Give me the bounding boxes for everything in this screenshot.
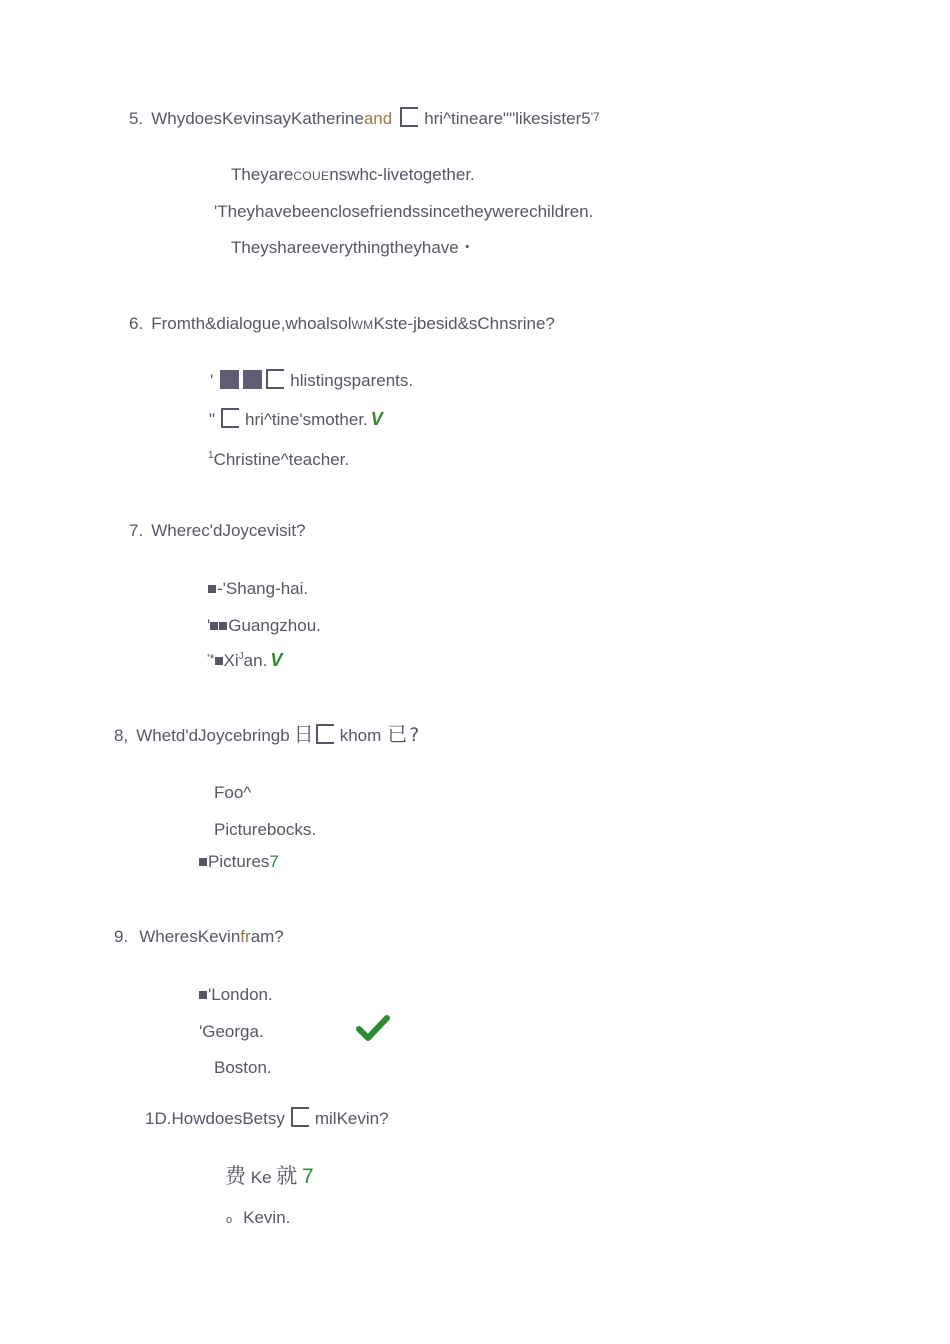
question-text: Whetd'dJoycebringb bbox=[136, 726, 290, 745]
question-5 bbox=[129, 106, 600, 130]
question-text-accent: fr bbox=[240, 927, 251, 946]
box-glyph bbox=[316, 724, 334, 744]
question-text: milKevin? bbox=[314, 1109, 389, 1128]
option-text: Christine^teacher. bbox=[213, 450, 350, 469]
option-text: Kevin. bbox=[243, 1208, 291, 1227]
option-text: J bbox=[238, 651, 244, 662]
question-number: 6. bbox=[129, 314, 144, 333]
check-mark: 7 bbox=[269, 852, 279, 871]
option-text: Boston. bbox=[214, 1058, 272, 1077]
bullet-glyph bbox=[208, 585, 216, 593]
option-text: an. bbox=[243, 651, 268, 670]
option-text: Ke bbox=[250, 1168, 272, 1187]
question-number: 7. bbox=[129, 521, 144, 540]
option-text-cjk: 就 bbox=[276, 1164, 298, 1188]
option-text: hri^tine'smother. bbox=[245, 410, 368, 429]
option-prefix: '* bbox=[207, 651, 215, 666]
question-text: Fromth&dialogue,whoalsol bbox=[151, 314, 352, 333]
q8-option-3[interactable] bbox=[199, 851, 279, 873]
option-prefix: ' bbox=[210, 371, 214, 390]
question-text: Wherec'dJoycevisit? bbox=[151, 521, 306, 540]
question-text: khom bbox=[339, 726, 382, 745]
option-text: COUE bbox=[293, 169, 330, 183]
box-glyph bbox=[221, 408, 239, 428]
q9-option-1[interactable] bbox=[199, 984, 273, 1006]
question-7 bbox=[129, 520, 306, 542]
option-text: nswhc-livetogether. bbox=[329, 165, 475, 184]
question-number: 9. bbox=[114, 927, 129, 946]
option-text-cjk: 费 bbox=[225, 1164, 246, 1188]
question-text: WM bbox=[351, 318, 374, 332]
question-text: WhydoesKevinsayKatherine bbox=[151, 109, 364, 128]
question-text: '7 bbox=[590, 110, 600, 124]
box-glyph bbox=[220, 370, 239, 389]
question-text: ? bbox=[409, 724, 420, 746]
question-6 bbox=[129, 313, 555, 336]
check-mark: V bbox=[270, 650, 283, 670]
question-text-accent: and bbox=[363, 109, 393, 128]
bullet-glyph bbox=[210, 622, 218, 630]
q6-option-3[interactable] bbox=[208, 445, 349, 471]
option-text: hlistingsparents. bbox=[290, 371, 414, 390]
q8-option-2[interactable] bbox=[214, 819, 316, 841]
question-8 bbox=[114, 723, 419, 747]
question-number: 8, bbox=[114, 726, 129, 745]
check-mark: V bbox=[370, 409, 383, 429]
q6-option-2[interactable] bbox=[209, 408, 383, 431]
question-text-cjk: 已 bbox=[387, 722, 408, 746]
q6-option-1[interactable] bbox=[210, 369, 413, 392]
box-glyph bbox=[243, 370, 262, 389]
question-number: 5. bbox=[129, 109, 144, 128]
box-glyph bbox=[266, 369, 284, 389]
option-bullet: o bbox=[226, 1214, 233, 1226]
bullet-glyph bbox=[219, 622, 227, 630]
q10-option-1[interactable] bbox=[225, 1165, 314, 1189]
check-mark: 7 bbox=[302, 1165, 314, 1188]
option-text: Pictures bbox=[208, 852, 270, 871]
option-text: 'Theyhavebeenclosefriendssincetheywerechildren. bbox=[214, 202, 594, 221]
bullet-glyph bbox=[199, 991, 207, 999]
q5-option-1[interactable] bbox=[231, 164, 475, 187]
option-prefix: " bbox=[209, 410, 216, 429]
question-10 bbox=[145, 1107, 389, 1130]
question-text: hri^tineare""likesister5 bbox=[424, 109, 591, 128]
box-glyph bbox=[291, 1107, 309, 1127]
option-text: Theyshareeverythingtheyhave・ bbox=[231, 238, 476, 257]
question-number: 1D. bbox=[145, 1109, 172, 1128]
option-text: 'Georga. bbox=[199, 1022, 264, 1041]
q9-option-3[interactable] bbox=[214, 1057, 272, 1079]
q5-option-2[interactable] bbox=[214, 201, 593, 223]
question-9 bbox=[114, 926, 284, 948]
bullet-glyph bbox=[199, 858, 207, 866]
q10-option-2[interactable] bbox=[226, 1207, 290, 1231]
question-text: WheresKevin bbox=[139, 927, 241, 946]
q5-option-3[interactable] bbox=[231, 237, 476, 259]
question-text-cjk: 日 bbox=[293, 722, 314, 746]
q7-option-2[interactable] bbox=[207, 615, 321, 637]
q7-option-1[interactable] bbox=[208, 578, 308, 600]
check-icon bbox=[356, 1014, 390, 1042]
option-text: Theyare bbox=[231, 165, 294, 184]
option-text: -'Shang-hai. bbox=[217, 579, 309, 598]
question-text: HowdoesBetsy bbox=[171, 1109, 285, 1128]
option-text: Guangzhou. bbox=[228, 616, 321, 635]
option-prefix: 1 bbox=[208, 450, 214, 461]
question-text: Kste-jbesid&sChnsrine? bbox=[373, 314, 555, 333]
option-text: Picturebocks. bbox=[214, 820, 317, 839]
option-text: Xi bbox=[223, 651, 239, 670]
q7-option-3[interactable] bbox=[207, 646, 282, 672]
option-text: Foo^ bbox=[214, 783, 252, 802]
question-text: am? bbox=[250, 927, 284, 946]
option-prefix: ' bbox=[207, 616, 211, 635]
q9-option-2[interactable] bbox=[199, 1021, 264, 1043]
box-glyph bbox=[400, 107, 418, 127]
option-text: 'London. bbox=[208, 985, 273, 1004]
bullet-glyph bbox=[215, 657, 223, 665]
q8-option-1[interactable] bbox=[214, 782, 251, 804]
